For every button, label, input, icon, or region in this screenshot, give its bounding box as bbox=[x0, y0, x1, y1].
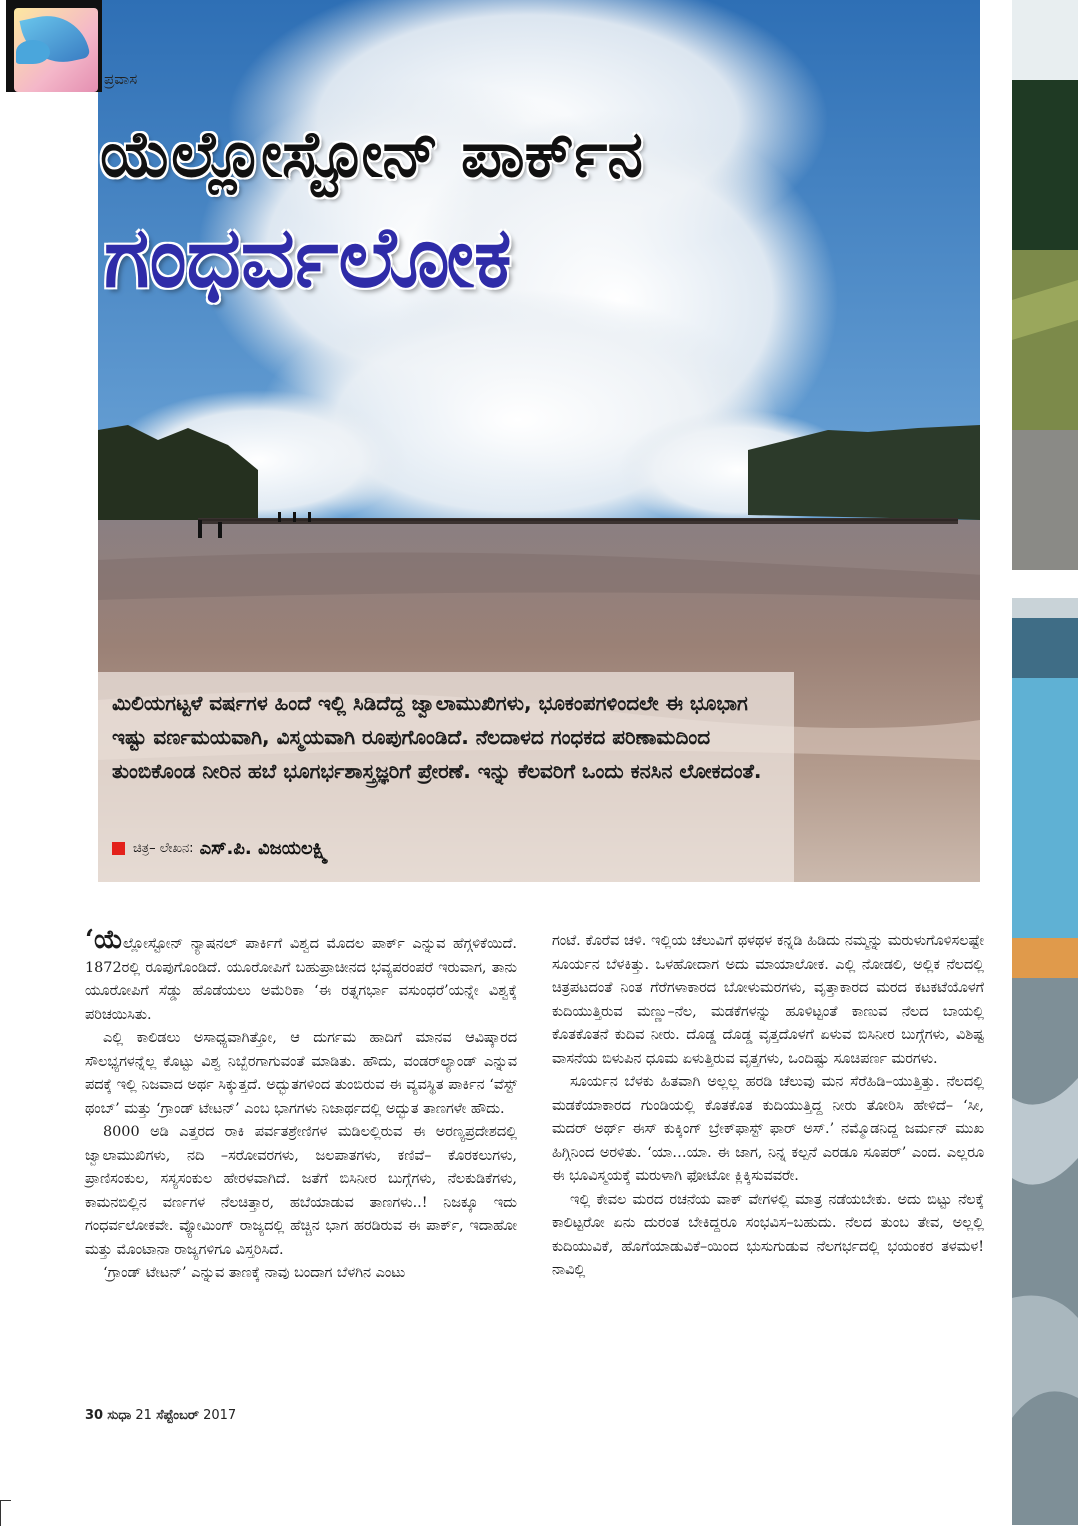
byline bbox=[112, 838, 328, 859]
issue-year: 2017 bbox=[203, 1408, 237, 1423]
paragraph: ಸೂರ್ಯನ ಬೆಳಕು ಹಿತವಾಗಿ ಅಲ್ಲಲ್ಲ ಹರಡಿ ಚೆಲುವು ಮನ ಸೆರೆಹಿಡಿ–ಯುತ್ತಿತ್ತು. ನೆಲದಲ್ಲಿ ಮಡಕೆಯಾಕಾರದ ಗುಂಡಿಯಲ್ಲಿ ಕೊತಕೊತ ಕುದಿಯುತ್ತಿದ್ದ ನೀರು ತೋರಿಸಿ ಹೇಳಿದೆ– ‘ಸೀ, ಮದರ್ ಅರ್ಥ್ ಈಸ್ ಕುಕ್ಕಿಂಗ್ ಬ್ರೇಕ್‌ಫಾಸ್ಟ್ ಫಾರ್ ಅಸ್.’ ನಮ್ಮೊಡನಿದ್ದ ಜರ್ಮನ್ ಮುಖ ಹಿಗ್ಗಿನಿಂದ ಅರಳಿತು. ‘ಯಾ…ಯಾ. ಈ ಜಾಗ, ನಿನ್ನ ಕಲ್ಪನೆ ಎರಡೂ ಸೂಪರ್’ ಎಂದ. ಎಲ್ಲರೂ ಈ ಭೂವಿಸ್ಮಯಕ್ಕೆ ಮರುಳಾಗಿ ಫೋಟೋ ಕ್ಲಿಕ್ಕಿಸುವವರೇ. bbox=[552, 1074, 984, 1184]
page-footer bbox=[85, 1408, 236, 1423]
paragraph: 8000 ಅಡಿ ಎತ್ತರದ ರಾಕಿ ಪರ್ವತಶ್ರೇಣಿಗಳ ಮಡಿಲಲ್ಲಿರುವ ಈ ಅರಣ್ಯಪ್ರದೇಶದಲ್ಲಿ ಜ್ವಾಲಾಮುಖಿಗಳು, ನದಿ –ಸರೋವರಗಳು, ಜಲಪಾತಗಳು, ಕಣಿವೆ– ಕೊರಕಲುಗಳು, ಪ್ರಾಣಿಸಂಕುಲ, ಸಸ್ಯಸಂಕುಲ ಹೇರಳವಾಗಿದೆ. ಜತೆಗೆ ಬಿಸಿನೀರ ಬುಗ್ಗೆಗಳು, ನೆಲಕುಡಿಕೆಗಳು, ಕಾಮನಬಿಲ್ಲಿನ ವರ್ಣಗಳ ನೆಲಚಿತ್ತಾರ, ಹಬೆಯಾಡುವ ತಾಣಗಳು..! ನಿಜಕ್ಕೂ ಇದು ಗಂಧರ್ವಲೋಕವೇ. ವ್ಯೋಮಿಂಗ್ ರಾಜ್ಯದಲ್ಲಿ ಹೆಚ್ಚಿನ ಭಾಗ ಹರಡಿರುವ ಈ ಪಾರ್ಕ್, ಇದಾಹೋ ಮತ್ತು ಮೊಂಟಾನಾ ರಾಜ್ಯಗಳಿಗೂ ವಿಸ್ತರಿಸಿದೆ. bbox=[85, 1124, 517, 1258]
paragraph: ಎಲ್ಲಿ ಕಾಲಿಡಲು ಅಸಾಧ್ಯವಾಗಿತ್ತೋ, ಆ ದುರ್ಗಮ ಹಾದಿಗೆ ಮಾನವ ಆವಿಷ್ಕಾರದ ಸೌಲಭ್ಯಗಳನ್ನೆಲ್ಲ ಕೊಟ್ಟು ವಿಶ್ವ ನಿಬ್ಬೆರಗಾಗುವಂತೆ ಮಾಡಿತು. ಹೌದು, ವಂಡರ್‌ಲ್ಯಾಂಡ್ ಎನ್ನುವ ಪದಕ್ಕೆ ಇಲ್ಲಿ ನಿಜವಾದ ಅರ್ಥ ಸಿಕ್ಕುತ್ತದೆ. ಅದ್ಭುತಗಳಿಂದ ತುಂಬಿರುವ ಈ ವ್ಯವಸ್ಥಿತ ಪಾರ್ಕಿನ ‘ವೆಸ್ಟ್ ಥಂಬ್’ ಮತ್ತು ‘ಗ್ರಾಂಡ್ ಟೇಟನ್’ ಎಂಬ ಭಾಗಗಳು ನಿಜಾರ್ಥದಲ್ಲಿ ಅದ್ಭುತ ತಾಣಗಳೇ ಹೌದು. bbox=[85, 1030, 517, 1117]
body-column-left bbox=[85, 925, 517, 1286]
issue-day: 21 bbox=[135, 1408, 152, 1423]
headline-line-2: ಗಂಧರ್ವಲೋಕ bbox=[104, 208, 512, 306]
paragraph: ‘ಗ್ರಾಂಡ್ ಟೇಟನ್’ ಎನ್ನುವ ತಾಣಕ್ಕೆ ನಾವು ಬಂದಾಗ ಬೆಳಗಿನ ಎಂಟು bbox=[103, 1265, 406, 1281]
side-photo-forest bbox=[1012, 0, 1078, 570]
magazine-name: ಸುಧಾ bbox=[107, 1408, 132, 1423]
crop-mark bbox=[0, 1500, 11, 1526]
byline-label: ಚಿತ್ರ– ಲೇಖನ: bbox=[133, 841, 194, 856]
magazine-logo bbox=[6, 0, 102, 92]
paragraph bbox=[85, 925, 517, 1027]
paragraph-text: ಲ್ಲೋಸ್ಟೋನ್ ನ್ಯಾಷನಲ್ ಪಾರ್ಕಿಗೆ ವಿಶ್ವದ ಮೊದಲ ಪಾರ್ಕ್ ಎನ್ನುವ ಹೆಗ್ಗಳಿಕೆಯಿದೆ. 1872ರಲ್ಲಿ ರೂಪುಗೊಂಡಿದೆ. ಯೂರೋಪಿಗೆ ಬಹುಪ್ರಾಚೀನದ ಭವ್ಯಪರಂಪರೆ ಇರುವಾಗ, ತಾನು ಯೂರೋಪಿಗೆ ಸೆಡ್ಡು ಹೊಡೆಯಲು ಅಮೆರಿಕಾ ‘ಈ ರತ್ನಗರ್ಭಾ ವಸುಂಧರೆ’ಯನ್ನೇ ವಿಶ್ವಕ್ಕೆ ಪರಿಚಯಿಸಿತು. bbox=[85, 936, 517, 1023]
byline-marker bbox=[112, 842, 125, 855]
paragraph: ಇಲ್ಲಿ ಕೇವಲ ಮರದ ರಚನೆಯ ವಾಕ್ ವೇಗಳಲ್ಲಿ ಮಾತ್ರ ನಡೆಯಬೇಕು. ಅದು ಬಿಟ್ಟು ನೆಲಕ್ಕೆ ಕಾಲಿಟ್ಟರೋ ಏನು ದುರಂತ ಬೇಕಿದ್ದರೂ ಸಂಭವಿಸ–ಬಹುದು. ನೆಲದ ತುಂಬ ತೇವ, ಅಲ್ಲಲ್ಲಿ ಕುದಿಯುವಿಕೆ, ಹೊಗೆಯಾಡುವಿಕೆ–ಯಿಂದ ಭುಸುಗುಡುವ ನೆಲಗರ್ಭದಲ್ಲಿ ಭಯಂಕರ ತಳಮಳ! ನಾವಿಲ್ಲಿ bbox=[552, 1191, 984, 1278]
issue-month: ಸೆಪ್ಟೆಂಬರ್ bbox=[156, 1408, 199, 1423]
body-column-right bbox=[552, 930, 984, 1283]
page-number: 30 bbox=[85, 1408, 104, 1423]
drop-cap: ‘ಯೆ bbox=[85, 925, 123, 955]
headline-line-1: ಯೆಲ್ಲೋಸ್ಟೋನ್ ಪಾರ್ಕ್‌ನ bbox=[100, 118, 643, 192]
section-label: ಪ್ರವಾಸ bbox=[104, 70, 138, 88]
paragraph: ಗಂಟೆ. ಕೊರೆವ ಚಳಿ. ಇಲ್ಲಿಯ ಚೆಲುವಿಗೆ ಥಳಥಳ ಕನ್ನಡಿ ಹಿಡಿದು ನಮ್ಮನ್ನು ಮರುಳುಗೊಳಿಸಲಷ್ಟೇ ಸೂರ್ಯನ ಬೆಳಕಿತ್ತು. ಒಳಹೋದಾಗ ಅದು ಮಾಯಾಲೋಕ. ಎಲ್ಲಿ ನೋಡಲಿ, ಅಲ್ಲಿಕ ನೆಲದಲ್ಲಿ ಚಿತ್ರಪಟದಂತೆ ನಿಂತ ಗೆರೆಗಳಾಕಾರದ ಬೋಳುಮರಗಳು, ವೃತ್ತಾಕಾರದ ಮರದ ಕಟಕಟೆಯೊಳಗೆ ಕುದಿಯುತ್ತಿರುವ ಮಣ್ಣು–ನೆಲ, ಮಡಕೆಗಳನ್ನು ಹೂಳಿಟ್ಟಂತೆ ಕಾಣುವ ನೆಲದ ಬಾಯಲ್ಲಿ ಕೊತಕೊತನೆ ಕುದಿವ ನೀರು. ದೊಡ್ಡ ದೊಡ್ಡ ವೃತ್ತದೊಳಗೆ ಏಳುವ ಬಿಸಿನೀರ ಬುಗ್ಗೆಗಳು, ವಿಶಿಷ್ಟ ವಾಸನೆಯ ಬಿಳುಪಿನ ಧೂಮ ಏಳುತ್ತಿರುವ ವೃತ್ತಗಳು, ಒಂದಿಷ್ಟು ಸೂಚಿಪರ್ಣ ಮರಗಳು. bbox=[552, 933, 984, 1067]
byline-author: ಎಸ್.ಪಿ. ವಿಜಯಲಕ್ಷ್ಮಿ bbox=[199, 838, 328, 859]
side-photo-hot-spring bbox=[1012, 598, 1078, 1525]
intro-text: ಮಿಲಿಯಗಟ್ಟಳೆ ವರ್ಷಗಳ ಹಿಂದೆ ಇಲ್ಲಿ ಸಿಡಿದೆದ್ದ ಜ್ವಾಲಾಮುಖಿಗಳು, ಭೂಕಂಪಗಳಿಂದಲೇ ಈ ಭೂಭಾಗ ಇಷ್ಟು ವರ್ಣಮಯವಾಗಿ, ವಿಸ್ಮಯವಾಗಿ ರೂಪುಗೊಂಡಿದೆ. ನೆಲದಾಳದ ಗಂಧಕದ ಪರಿಣಾಮದಿಂದ ತುಂಬಿಕೊಂಡ ನೀರಿನ ಹಬೆ ಭೂಗರ್ಭಶಾಸ್ತ್ರಜ್ಞರಿಗೆ ಪ್ರೇರಣೆ. ಇನ್ನು ಕೆಲವರಿಗೆ ಒಂದು ಕನಸಿನ ಲೋಕದಂತೆ. bbox=[112, 691, 762, 783]
